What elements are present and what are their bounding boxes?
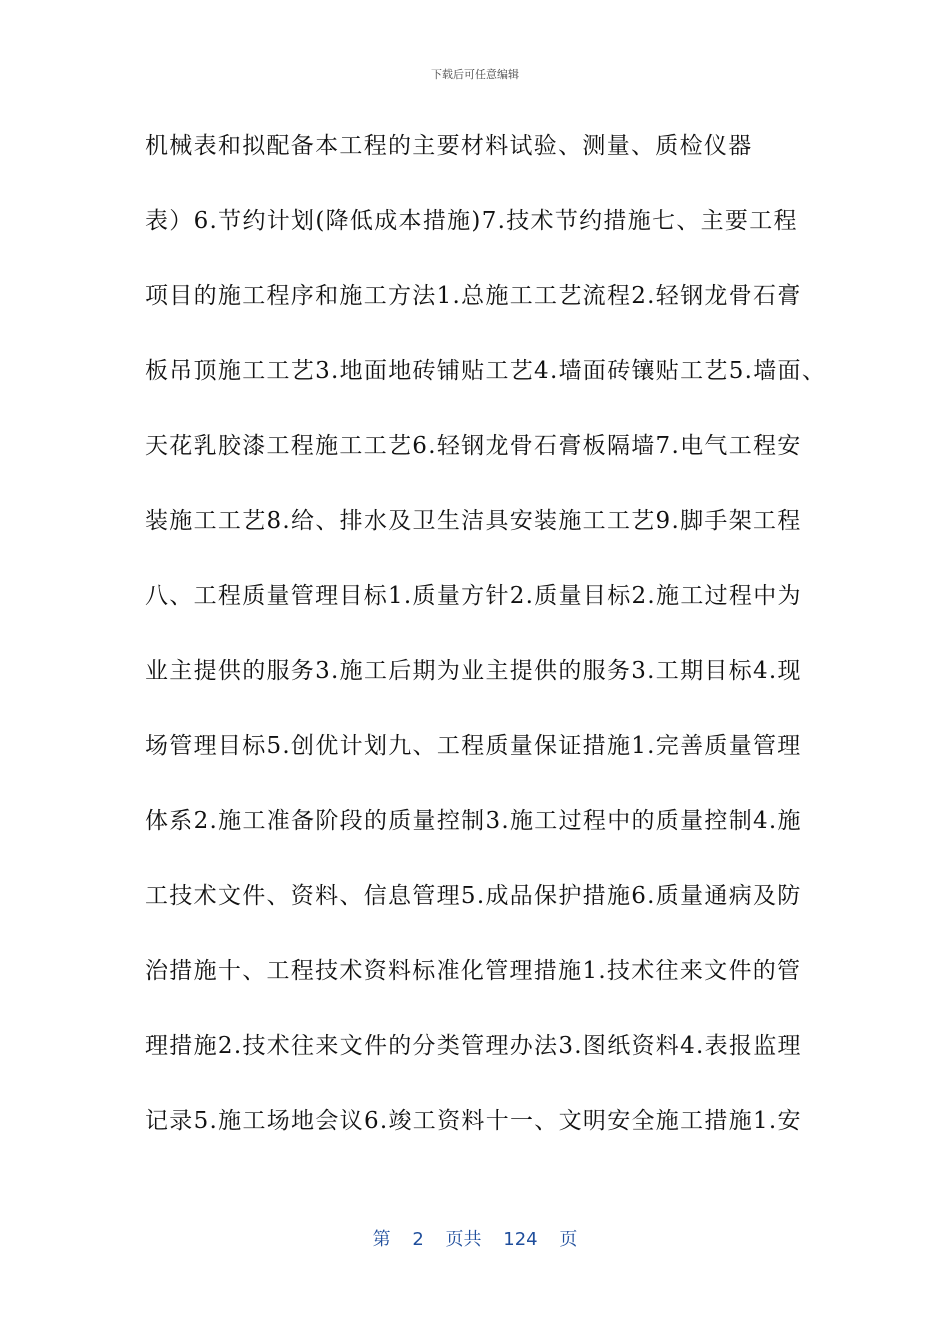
page-footer xyxy=(0,1225,950,1251)
footer-prefix: 第 xyxy=(372,1229,391,1250)
footer-suffix: 页 xyxy=(559,1229,578,1250)
text-line: 场管理目标5.创优计划九、工程质量保证措施1.完善质量管理 xyxy=(145,733,802,759)
text-line: 板吊顶施工工艺3.地面地砖铺贴工艺4.墙面砖镶贴工艺5.墙面、 xyxy=(145,358,827,384)
text-line: 体系2.施工准备阶段的质量控制3.施工过程中的质量控制4.施 xyxy=(145,808,802,834)
text-line: 八、工程质量管理目标1.质量方针2.质量目标2.施工过程中为 xyxy=(145,583,802,609)
text-line: 理措施2.技术往来文件的分类管理办法3.图纸资料4.表报监理 xyxy=(145,1033,802,1059)
current-page-number: 2 xyxy=(412,1229,424,1250)
text-line: 工技术文件、资料、信息管理5.成品保护措施6.质量通病及防 xyxy=(145,883,802,909)
total-pages: 124 xyxy=(503,1229,538,1250)
text-line: 项目的施工程序和施工方法1.总施工工艺流程2.轻钢龙骨石膏 xyxy=(145,283,802,309)
text-line: 治措施十、工程技术资料标准化管理措施1.技术往来文件的管 xyxy=(145,958,802,984)
text-line: 记录5.施工场地会议6.竣工资料十一、文明安全施工措施1.安 xyxy=(145,1108,802,1134)
page-header: 下载后可任意编辑 xyxy=(431,68,519,81)
text-line: 表）6.节约计划(降低成本措施)7.技术节约措施七、主要工程 xyxy=(145,208,798,234)
text-line: 装施工工艺8.给、排水及卫生洁具安装施工工艺9.脚手架工程 xyxy=(145,508,802,534)
text-line: 机械表和拟配备本工程的主要材料试验、测量、质检仪器 xyxy=(145,133,753,159)
footer-middle: 页共 xyxy=(445,1229,482,1250)
body-text xyxy=(145,128,845,1178)
text-line: 业主提供的服务3.施工后期为业主提供的服务3.工期目标4.现 xyxy=(145,658,802,684)
text-line: 天花乳胶漆工程施工工艺6.轻钢龙骨石膏板隔墙7.电气工程安 xyxy=(145,433,802,459)
